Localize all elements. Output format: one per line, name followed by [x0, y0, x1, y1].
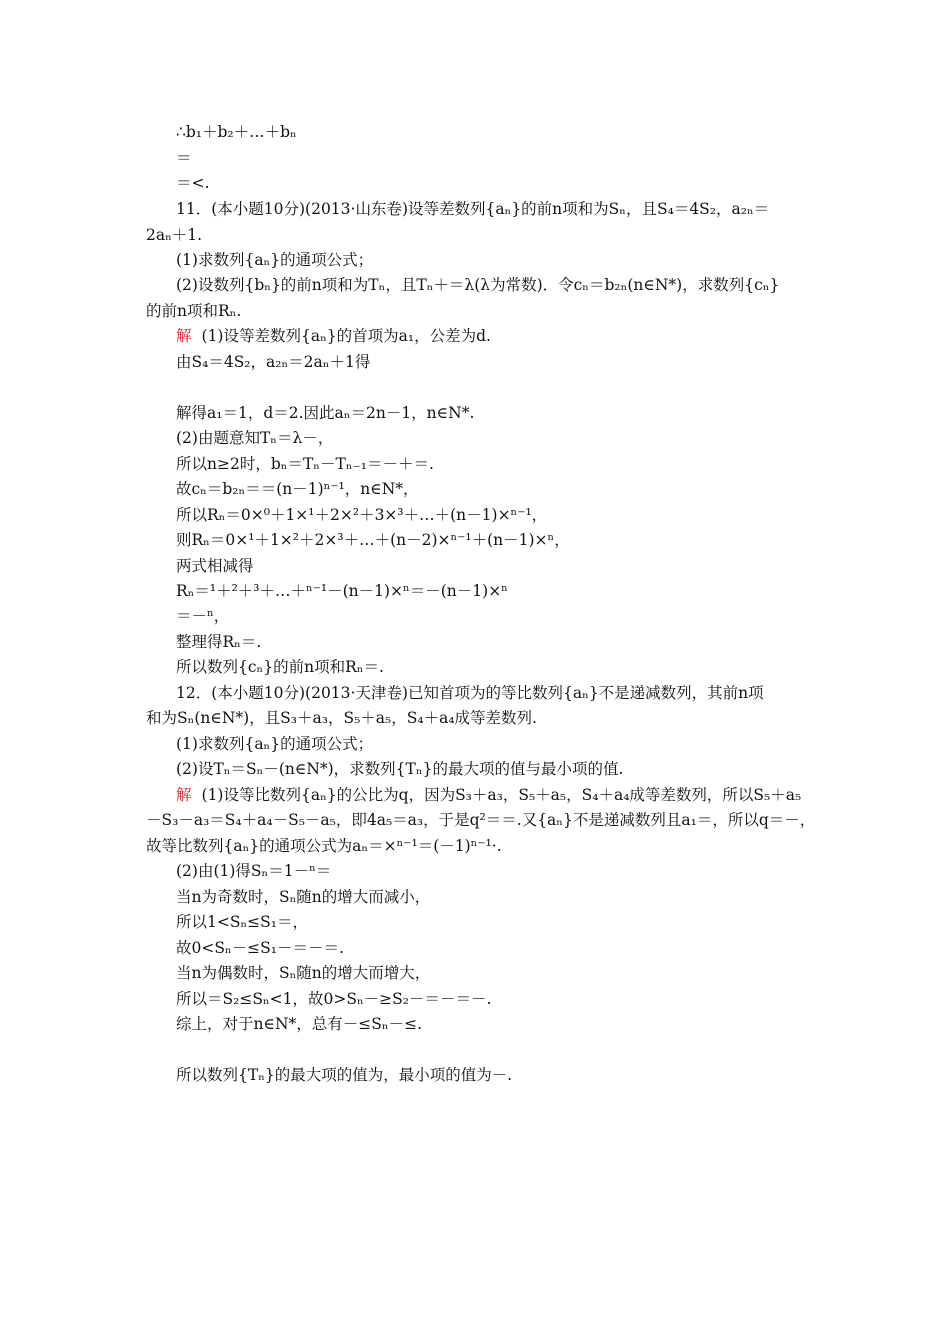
line-text: 所以数列{Tₙ}的最大项的值为，最小项的值为－. [176, 1066, 513, 1084]
line-text: (1)求数列{aₙ}的通项公式； [176, 735, 374, 753]
line-text: 的前n项和Rₙ. [146, 302, 242, 320]
text-line [176, 1066, 512, 1084]
line-text: ＝<. [176, 174, 210, 192]
line-text: 故0<Sₙ－≤S₁－＝－＝. [176, 939, 344, 957]
line-text: 由S₄＝4S₂，a₂ₙ＝2aₙ＋1得 [176, 353, 371, 371]
line-text: 综上，对于n∈N*，总有－≤Sₙ－≤. [176, 1015, 422, 1033]
text-line [176, 582, 508, 600]
solution-label: 解 [176, 786, 192, 804]
line-text: (1)求数列{aₙ}的通项公式； [176, 251, 374, 269]
line-text: 当n为偶数时，Sₙ随n的增大而增大， [176, 964, 431, 982]
text-line [176, 531, 570, 549]
line-text: 当n为奇数时，Sₙ随n的增大而减小， [176, 888, 431, 906]
text-line [176, 607, 229, 625]
text-line [176, 200, 769, 218]
line-text: Rₙ＝¹＋²＋³＋…＋ⁿ⁻¹－(n－1)×ⁿ＝－(n－1)×ⁿ [176, 582, 508, 600]
text-line [176, 1015, 422, 1033]
text-line [176, 735, 373, 753]
line-text: 和为Sₙ(n∈N*)，且S₃＋a₃，S₅＋a₅，S₄＋a₄成等差数列. [146, 709, 537, 727]
line-text: 故cₙ＝b₂ₙ＝＝(n－1)ⁿ⁻¹，n∈N*， [176, 480, 419, 498]
text-line [176, 149, 192, 167]
text-line [176, 964, 430, 982]
line-text: 所以数列{cₙ}的前n项和Rₙ＝. [176, 658, 384, 676]
line-text: ∴b₁＋b₂＋…＋bₙ [176, 123, 297, 141]
line-text: 故等比数列{aₙ}的通项公式为aₙ＝×ⁿ⁻¹＝(－1)ⁿ⁻¹·. [146, 837, 502, 855]
line-text: 所以Rₙ＝0×⁰＋1×¹＋2×²＋3×³＋…＋(n－1)×ⁿ⁻¹， [176, 506, 548, 524]
text-line [176, 786, 801, 804]
text-line [176, 506, 547, 524]
text-line [176, 888, 430, 906]
line-text: 两式相减得 [176, 557, 254, 575]
text-line [176, 633, 261, 651]
line-text: 解得a₁＝1，d＝2.因此aₙ＝2n－1，n∈N*. [176, 404, 475, 422]
line-text: ＝ [176, 149, 192, 167]
text-line [176, 251, 373, 269]
line-text: (1)设等差数列{aₙ}的首项为a₁，公差为d. [201, 327, 491, 345]
text-line [176, 913, 308, 931]
text-line [176, 429, 333, 447]
line-text: 11．(本小题10分)(2013·山东卷)设等差数列{aₙ}的前n项和为Sₙ，且S₄＝4S₂，a₂ₙ＝ [176, 200, 770, 218]
solution-label: 解 [176, 327, 192, 345]
text-line [176, 327, 491, 345]
line-text: (1)设等比数列{aₙ}的公比为q，因为S₃＋a₃，S₅＋a₅，S₄＋a₄成等差数列，所以S₅＋a₅ [201, 786, 802, 804]
text-line [176, 990, 491, 1008]
line-text: 所以＝S₂≤Sₙ<1，故0>Sₙ－≥S₂－＝－＝－. [176, 990, 492, 1008]
text-line [176, 862, 331, 880]
line-text: (2)由(1)得Sₙ＝1－ⁿ＝ [176, 862, 332, 880]
line-text: 12．(本小题10分)(2013·天津卷)已知首项为的等比数列{aₙ}不是递减数列，其前n项 [176, 684, 764, 702]
text-line [146, 226, 202, 244]
text-line [176, 353, 370, 371]
line-text: 则Rₙ＝0×¹＋1×²＋2×³＋…＋(n－2)×ⁿ⁻¹＋(n－1)×ⁿ， [176, 531, 570, 549]
line-text: 2aₙ＋1. [146, 226, 203, 244]
line-text: (2)设Tₙ＝Sₙ－(n∈N*)，求数列{Tₙ}的最大项的值与最小项的值. [176, 760, 624, 778]
line-text: ＝－ⁿ， [176, 607, 230, 625]
text-line [176, 276, 779, 294]
text-line [176, 939, 344, 957]
line-text: (2)设数列{bₙ}的前n项和为Tₙ，且Tₙ＋＝λ(λ为常数)．令cₙ＝b₂ₙ(n∈N*)，求数列{cₙ} [176, 276, 780, 294]
text-line [176, 404, 474, 422]
line-text: 整理得Rₙ＝. [176, 633, 262, 651]
line-text: －S₃－a₃＝S₄＋a₄－S₅－a₅，即4a₅＝a₃，于是q²＝＝.又{aₙ}不是递减数列且a₁＝，所以q＝－， [146, 811, 816, 829]
line-text: 所以1<Sₙ≤S₁＝， [176, 913, 308, 931]
text-line [176, 557, 254, 575]
text-line [176, 684, 764, 702]
text-line [176, 658, 384, 676]
text-line [146, 302, 241, 320]
text-line [176, 455, 434, 473]
text-line [176, 480, 419, 498]
text-line [176, 174, 209, 192]
text-line [146, 837, 502, 855]
text-line [176, 760, 623, 778]
text-line [146, 811, 815, 829]
text-line [176, 123, 297, 141]
text-line [146, 709, 537, 727]
line-text: (2)由题意知Tₙ＝λ－， [176, 429, 334, 447]
line-text: 所以n≥2时，bₙ＝Tₙ－Tₙ₋₁＝－＋＝. [176, 455, 434, 473]
